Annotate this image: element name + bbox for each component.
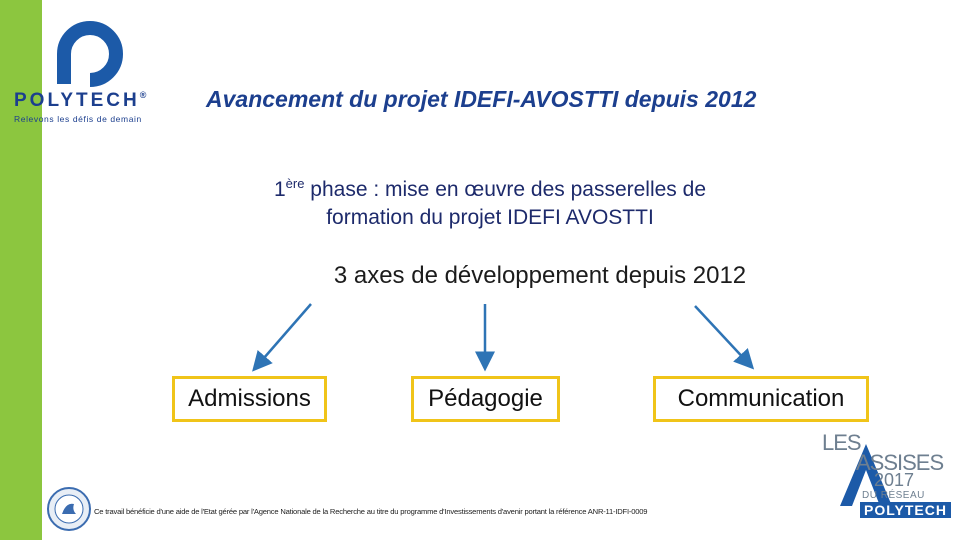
polytech-p-icon — [14, 14, 174, 90]
polytech-logo — [14, 14, 174, 124]
assises-year: 2017 — [874, 470, 915, 490]
axes-heading: 3 axes de développement depuis 2012 — [333, 262, 747, 289]
funding-footnote: Ce travail bénéficie d'une aide de l'Etat gérée par l'Agence Nationale de la Recherche au titre du programme d'Investissements d'avenir portant la référence ANR-11-IDFI-0009 — [94, 507, 648, 516]
assises-logo — [818, 430, 948, 522]
assises-word: ASSISES — [856, 450, 944, 475]
phase-text — [200, 170, 780, 232]
logo-tagline: Relevons les défis de demain — [14, 114, 142, 124]
assises-polytech: POLYTECH — [860, 502, 951, 518]
phase-line-2: formation du projet IDEFI AVOSTTI — [326, 206, 654, 229]
investissements-avenir-seal-icon — [46, 486, 92, 532]
slide-title: Avancement du projet IDEFI-AVOSTTI depuis 2012 — [206, 86, 757, 112]
axis-box-admissions: Admissions — [172, 376, 327, 422]
arrow-to-communication — [695, 306, 749, 364]
assises-les: LES — [822, 430, 861, 455]
phase-line-1: 1ère phase : mise en œuvre des passerelles de — [273, 176, 707, 201]
logo-brand: POLYTECH® — [14, 90, 150, 111]
axis-box-communication: Communication — [653, 376, 869, 422]
axis-box-pedagogie: Pédagogie — [411, 376, 560, 422]
arrow-to-admissions — [257, 304, 311, 366]
assises-du-reseau: DU RÉSEAU — [862, 490, 925, 501]
